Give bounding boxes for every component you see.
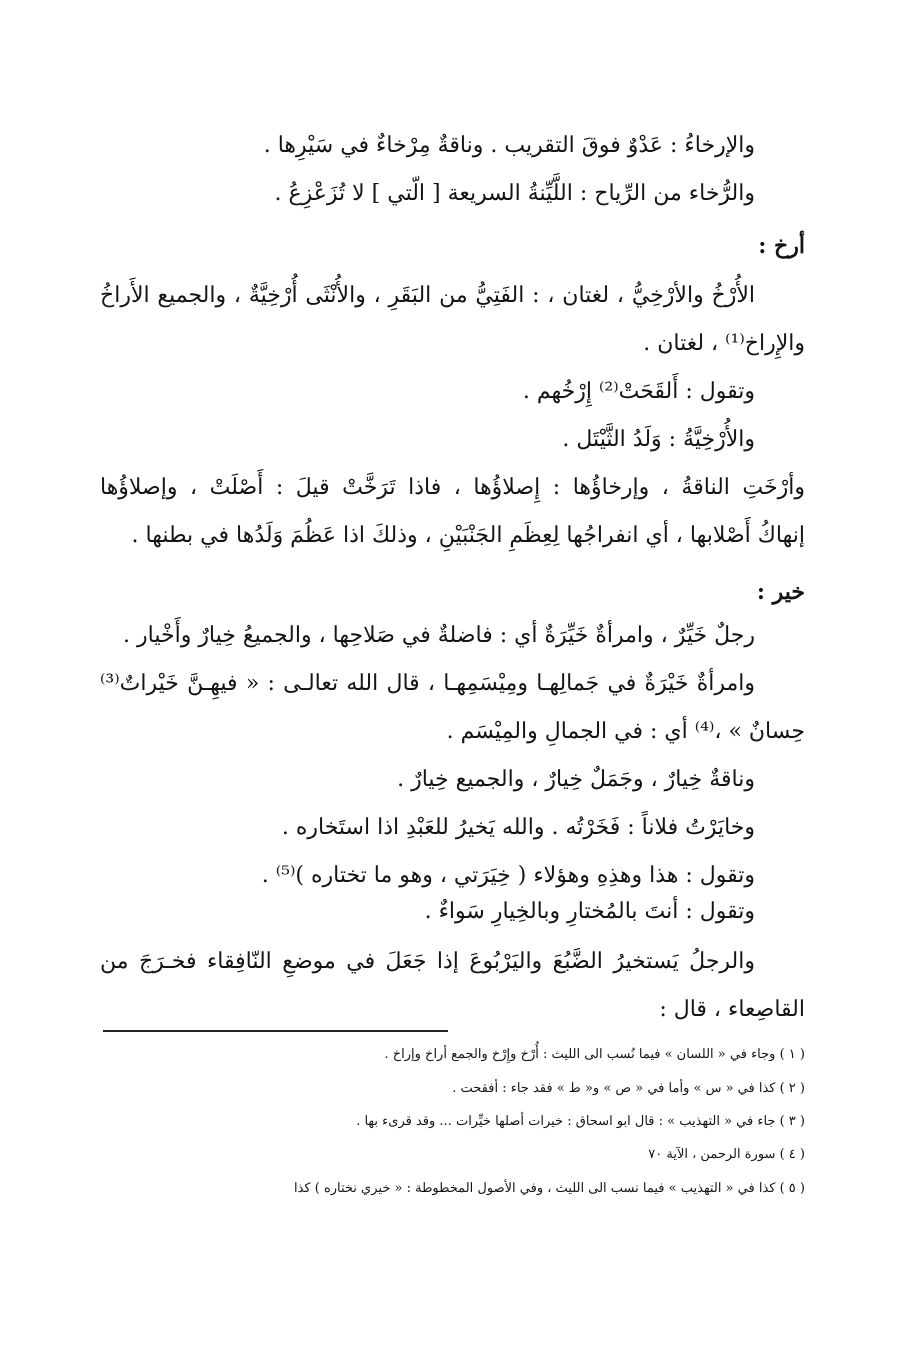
footnote: ( ٣ ) جاء في « التهذيب » : قال ابو اسحاق : خيرات أصلها خيِّرات ... وقد قرىء بها .: [356, 1114, 805, 1129]
footnote-divider: [103, 1030, 448, 1032]
text-line: والرجلُ يَستخيرُ الضَّبُعَ واليَرْبُوعَ إذا جَعَلَ في موضعِ النّافِقاء فخـرَجَ من: [100, 949, 755, 974]
text-line: الأُرْخُ والأرْخِيُّ ، لغتان ، : الفَتِيُّ من البَقَرِ ، والأُنْثَى أُرْخِيَّةٌ ، والجميع الأَراخُ: [100, 283, 755, 308]
text-line: وخايَرْتُ فلاناً : فَخَرْتُه . والله يَخيرُ للعَبْدِ اذا استَخاره .: [281, 815, 755, 840]
footnote: ( ٢ ) كذا في « س » وأما في « ص » و« ط » فقد جاء : أفقحت .: [452, 1081, 805, 1096]
text-line: وتقول : أَلقَحَتْ⁽²⁾ إِرْخُهم .: [522, 379, 755, 404]
text-line: حِسانٌ » ،⁽⁴⁾ أي : في الجمالِ والمِيْسَم .: [446, 719, 805, 744]
text-line: والإِراخ⁽¹⁾ ، لغتان .: [643, 331, 805, 356]
footnote: ( ٥ ) كذا في « التهذيب » فيما نسب الى الليث ، وفي الأصول المخطوطة : « خيري نختاره ) كذا: [293, 1181, 805, 1196]
footnote: ( ٤ ) سورة الرحمن ، الآية ٧٠: [648, 1147, 805, 1162]
text-line: وناقةٌ خِيارٌ ، وجَمَلٌ خِيارٌ ، والجميع خِيارٌ .: [397, 767, 755, 792]
text-line: القاصِعاء ، قال :: [659, 997, 805, 1022]
text-line: وتقول : هذا وهذِهِ وهؤلاء ( خِيَرَتي ، وهو ما تختاره )⁽⁵⁾ .: [261, 863, 755, 888]
entry-heading: أرخ :: [758, 233, 805, 259]
text-line: وامرأةٌ خَيْرَةٌ في جَمالِهـا ومِيْسَمِهـا ، قال الله تعالـى : « فيهِـنَّ خَيْراتٌ⁽³⁾: [100, 671, 755, 696]
text-line: وأرْخَتِ الناقةُ ، وإرخاؤُها : إِصلاؤُها ، فاذا تَرَخَّتْ قيلَ : أَصْلَتْ ، وإصلاؤُها: [100, 475, 805, 500]
text-line: وتقول : أنتَ بالمُختارِ وبالخِيارِ سَواءٌ .: [424, 899, 755, 924]
text-line: والإرخاءُ : عَدْوٌ فوقَ التقريب . وناقةٌ مِرْخاءٌ في سَيْرِها .: [263, 133, 755, 158]
entry-heading: خير :: [756, 579, 805, 605]
text-line: إنهاكُ أَصْلابها ، أي انفراجُها لِعِظَمِ الجَنْبَيْنِ ، وذلكَ اذا عَظُمَ وَلَدُها في بطنها .: [131, 523, 805, 548]
text-line: والأُرْخِيَّةُ : وَلَدُ الثَّيْتَل .: [562, 427, 755, 452]
text-line: والرُّخاء من الرِّياح : اللَّيِّنةُ السريعة [ الّتي ] لا تُزَعْزِعُ .: [274, 181, 755, 206]
text-line: رجلٌ خَيِّرٌ ، وامرأةٌ خَيِّرَةٌ أي : فاضلةٌ في صَلاحِها ، والجميعُ خِيارٌ وأَخْيار .: [123, 623, 755, 648]
footnote: ( ١ ) وجاء في « اللسان » فيما نُسب الى الليث : أُرْخ وإِرْخ والجمع أراخ وإراخ .: [384, 1047, 805, 1062]
